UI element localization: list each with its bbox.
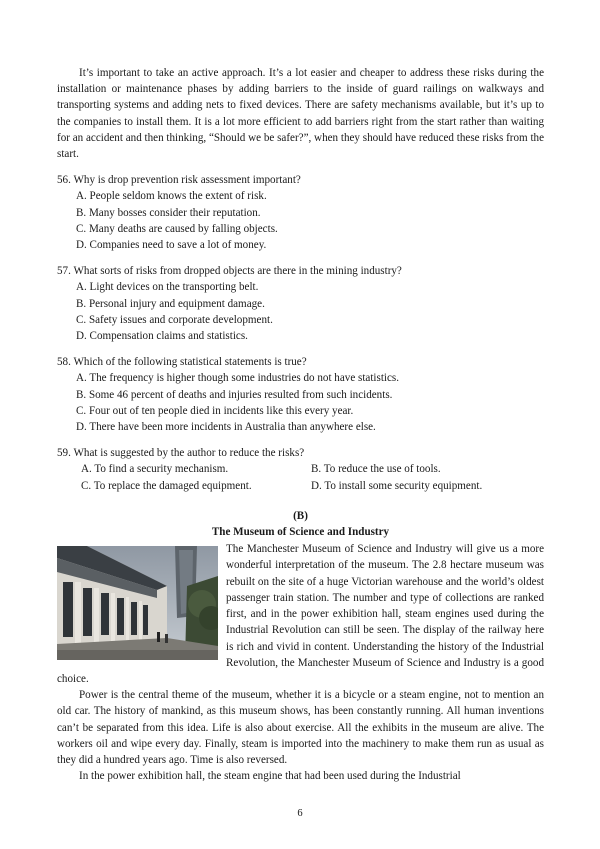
option-b: B. Some 46 percent of deaths and injuries resulted from such incidents.	[76, 388, 393, 401]
museum-paragraph-3: In the power exhibition hall, the steam engine that had been used during the Industrial	[79, 770, 461, 783]
page-number: 6	[297, 808, 303, 819]
section-title: The Museum of Science and Industry	[211, 526, 390, 539]
museum-paragraph-2: Power is the central theme of the museum, whether it is a bicycle or a steam engine, not to mention an old car. The history of mankind, as this museum shows, has been constantly running. All human inventions can’t be separated from this idea. Life is also about exercise. All the exhibits in the museum are alive. The workers oil and wipe every day. Finally, steam is imported into the machinery to make them run as usual as they did a hundred years ago. Time is also reversed.	[57, 689, 544, 766]
museum-paragraph-1: The Manchester Museum of Science and Industry will give us a more wonderful interpretation of the museum. The 2.8 hectare museum was rebuilt on the site of a huge Victorian warehouse and the world’s oldest passenger train station. The number and type of collections are ranked first, and in the power exhibition hall, steam engines used during the Industrial Revolution can still be seen. The display of the railway here is rich and vivid in content. Understanding the history of the Industrial Revolution, the Manchester Museum of Science and Industry is a good choice.	[57, 543, 544, 685]
question-57	[57, 263, 544, 344]
museum-passage	[57, 541, 544, 784]
option-a: A. Light devices on the transporting belt.	[76, 281, 259, 294]
option-grid	[81, 461, 544, 493]
option-a: A. To find a security mechanism.	[81, 463, 229, 476]
document-page	[57, 65, 544, 784]
option-d: D. Compensation claims and statistics.	[76, 330, 248, 343]
option-a: A. The frequency is higher though some industries do not have statistics.	[76, 372, 399, 385]
museum-photo	[57, 546, 218, 660]
option-d: D. Companies need to save a lot of money.	[76, 239, 267, 252]
option-c: C. Safety issues and corporate development.	[76, 313, 273, 326]
option-a: A. People seldom knows the extent of risk.	[76, 190, 267, 203]
option-c: C. Many deaths are caused by falling objects.	[76, 222, 278, 235]
question-58	[57, 354, 544, 435]
option-b: B. To reduce the use of tools.	[311, 463, 441, 476]
question-56	[57, 172, 544, 253]
question-59	[57, 445, 544, 494]
question-stem: 59. What is suggested by the author to reduce the risks?	[57, 447, 305, 460]
option-c: C. To replace the damaged equipment.	[81, 479, 252, 492]
option-b: B. Personal injury and equipment damage.	[76, 297, 265, 310]
question-stem: 57. What sorts of risks from dropped objects are there in the mining industry?	[57, 265, 402, 278]
section-label: (B)	[293, 509, 308, 522]
option-b: B. Many bosses consider their reputation.	[76, 206, 261, 219]
option-d: D. To install some security equipment.	[311, 479, 483, 492]
question-stem: 58. Which of the following statistical statements is true?	[57, 356, 307, 369]
question-stem: 56. Why is drop prevention risk assessment important?	[57, 174, 301, 187]
option-c: C. Four out of ten people died in incidents like this every year.	[76, 404, 354, 417]
option-d: D. There have been more incidents in Australia than anywhere else.	[76, 421, 376, 434]
intro-paragraph: It’s important to take an active approach. It’s a lot easier and cheaper to address these risks during the installation or maintenance phases by adding barriers to the inside of guard railings on walkways and transporting systems and adding nets to fixed devices. There are safety mechanisms available, but it’s up to the companies to install them. It is a lot more efficient to add barriers right from the start rather than waiting for an accident and then thinking, “Should we be safer?”, when they should have reduced these risks from the start.	[57, 67, 544, 161]
